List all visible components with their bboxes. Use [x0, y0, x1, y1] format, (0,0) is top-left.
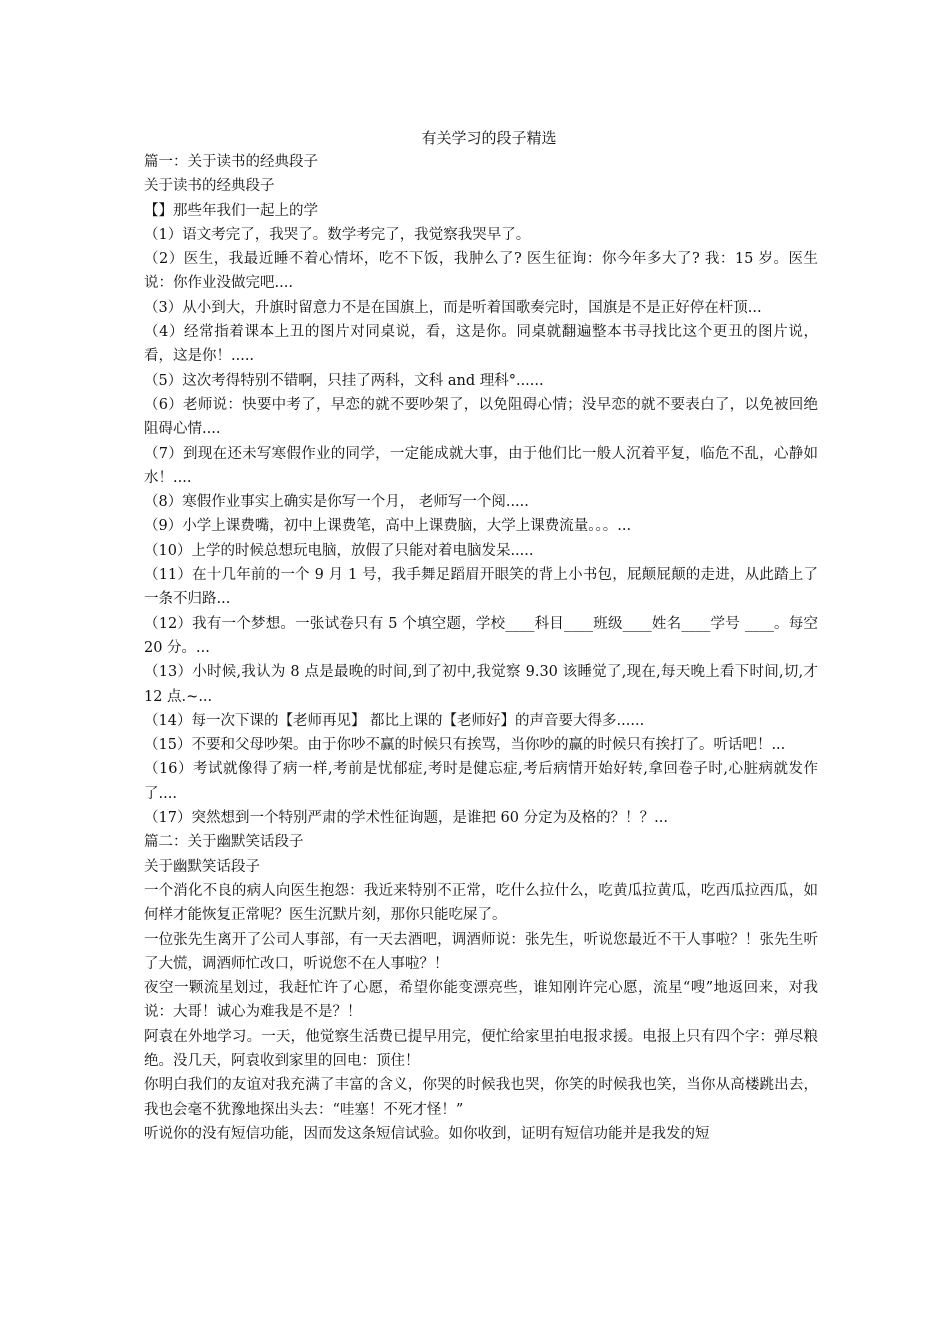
paragraph: 关于幽默笑话段子 [144, 858, 260, 875]
paragraph: （7）到现在还未写寒假作业的同学，一定能成就大事，由于他们比一般人沉着平复，临危不乱，心静如水！.... [144, 445, 818, 486]
paragraph: （16）考试就像得了病一样,考前是忧郁症,考时是健忘症,考后病情开始好转,拿回卷子时,心脏病就发作了.... [144, 761, 818, 802]
document-body [144, 150, 818, 1146]
paragraph: （10）上学的时候总想玩电脑，放假了只能对着电脑发呆..... [144, 542, 534, 559]
paragraph: （15）不要和父母吵架。由于你吵不赢的时候只有挨骂，当你吵的赢的时候只有挨打了。听话吧！... [144, 737, 786, 754]
paragraph: 一位张先生离开了公司人事部，有一天去酒吧，调酒师说：张先生，听说您最近不干人事啦？！张先生听了大慌，调酒师忙改口，听说您不在人事啦？！ [144, 931, 818, 972]
paragraph: 【】那些年我们一起上的学 [144, 202, 318, 219]
paragraph: （4）经常指着课本上丑的图片对同桌说，看，这是你。同桌就翻遍整本书寻找比这个更丑的图片说，看，这是你！..... [144, 324, 818, 365]
paragraph: 听说你的没有短信功能，因而发这条短信试验。如你收到，证明有短信功能并是我发的短 [144, 1125, 710, 1142]
paragraph: 夜空一颗流星划过，我赶忙许了心愿，希望你能变漂亮些，谁知刚许完心愿，流星“嗖”地返回来，对我说：大哥！诚心为难我是不是？！ [144, 980, 818, 1021]
paragraph: （13）小时候,我认为 8 点是最晚的时间,到了初中,我觉察 9.30 该睡觉了,现在,每天晚上看下时间,切,才 12 点.~... [144, 664, 818, 705]
paragraph: （8）寒假作业事实上确实是你写一个月， 老师写一个阅..... [144, 494, 529, 511]
paragraph: （5）这次考得特别不错啊，只挂了两科，文科 and 理科°...... [144, 372, 544, 389]
paragraph: （11）在十几年前的一个 9 月 1 号，我手舞足蹈眉开眼笑的背上小书包，屁颠屁颠的走进，从此踏上了一条不归路... [144, 567, 818, 608]
paragraph: （9）小学上课费嘴，初中上课费笔，高中上课费脑，大学上课费流量。。。... [144, 518, 632, 535]
paragraph: 篇一：关于读书的经典段子 [144, 154, 318, 170]
paragraph: 你明白我们的友谊对我充满了丰富的含义，你哭的时候我也哭，你笑的时候我也笑，当你从高楼跳出去，我也会毫不犹豫地探出头去：“哇塞！不死才怪！” [144, 1077, 818, 1118]
paragraph: 阿袁在外地学习。一天，他觉察生活费已提早用完，便忙给家里拍电报求援。电报上只有四个字：弹尽粮绝。没几天，阿袁收到家里的回电：顶住！ [144, 1028, 818, 1069]
paragraph: 关于读书的经典段子 [144, 178, 275, 195]
paragraph: （2）医生，我最近睡不着心情坏，吃不下饭，我肿么了? 医生征询：你今年多大了? 我：15 岁。医生说：你作业没做完吧.... [144, 251, 818, 292]
paragraph: 篇二：关于幽默笑话段子 [144, 834, 304, 851]
paragraph: （12）我有一个梦想。一张试卷只有 5 个填空题，学校____科目____班级____姓名____学号 ____。每空 20 分。... [144, 615, 818, 656]
paragraph: （3）从小到大，升旗时留意力不是在国旗上，而是听着国歌奏完时，国旗是不是正好停在杆顶... [144, 299, 762, 316]
paragraph: （14）每一次下课的【老师再见】 都比上课的【老师好】的声音要大得多...... [144, 712, 645, 729]
document-title: 有关学习的段子精选 [421, 129, 557, 147]
paragraph: （6）老师说：快要中考了，早恋的就不要吵架了，以免阻碍心情；没早恋的就不要表白了，以免被回绝阻碍心情.... [144, 396, 818, 438]
paragraph: （1）语文考完了，我哭了。数学考完了，我觉察我哭早了。 [144, 226, 531, 243]
paragraph: （17）突然想到一个特别严肃的学术性征询题，是谁把 60 分定为及格的？！？... [144, 810, 668, 827]
paragraph: 一个消化不良的病人向医生抱怨：我近来特别不正常，吃什么拉什么，吃黄瓜拉黄瓜，吃西瓜拉西瓜，如何样才能恢复正常呢？医生沉默片刻，那你只能吃屎了。 [144, 882, 818, 924]
